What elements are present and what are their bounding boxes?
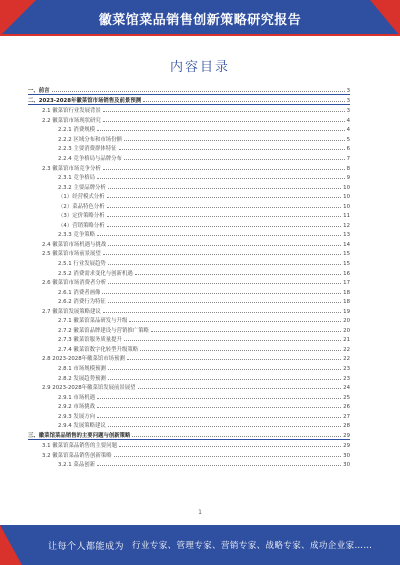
toc-leader-dots [140, 350, 341, 351]
page-number: 1 [198, 509, 202, 516]
toc-entry[interactable] [28, 219, 350, 229]
toc-entry-page: 3 [346, 108, 350, 115]
toc-entry[interactable] [28, 143, 350, 153]
toc-leader-dots [108, 264, 341, 265]
toc-leader-dots [135, 274, 341, 275]
toc-leader-dots [97, 235, 341, 236]
footer-red-accent [0, 525, 22, 565]
toc-entry-title: 2.2.3 主要消费群体特征 [58, 146, 117, 153]
toc-entry-title: 三、徽菜馆菜品销售的主要问题与创新策略 [28, 432, 131, 439]
toc-entry-title: 3.2.1 菜品创新 [58, 462, 95, 469]
toc-leader-dots [107, 207, 342, 208]
toc-entry-title: 2.2.4 竞争格局与品牌分布 [58, 155, 122, 162]
toc-entry-page: 20 [343, 318, 350, 325]
toc-entry-page: 17 [343, 280, 350, 287]
toc-entry-title: 2.6.2 消费行为特征 [58, 299, 106, 306]
toc-leader-dots [108, 302, 341, 303]
toc-entry-page: 6 [346, 146, 350, 153]
toc-leader-dots [107, 216, 342, 217]
toc-entry[interactable] [28, 267, 350, 277]
toc-leader-dots [129, 321, 341, 322]
toc-entry-page: 30 [343, 452, 350, 459]
toc-leader-dots [107, 226, 342, 227]
toc-entry[interactable] [28, 324, 350, 334]
toc-entry-page: 12 [343, 222, 350, 229]
report-title: 徽菜馆菜品销售创新策略研究报告 [98, 13, 302, 28]
toc-entry[interactable] [28, 286, 350, 296]
toc-entry[interactable] [28, 238, 350, 248]
toc-entry-title: （1）经营模式分析 [58, 194, 105, 201]
toc-leader-dots [124, 340, 341, 341]
toc-entry[interactable] [28, 391, 350, 401]
toc-entry[interactable] [28, 440, 350, 450]
toc-entry-title: 2.3 徽菜馆市场竞争分析 [42, 165, 101, 172]
toc-entry[interactable] [28, 296, 350, 306]
toc-entry-title: 2.6 徽菜馆市场消费者分析 [42, 280, 107, 287]
toc-entry-page: 26 [343, 404, 350, 411]
banner-red-stripe [0, 34, 400, 36]
toc-entry-page: 4 [346, 127, 350, 134]
toc-leader-dots [132, 436, 341, 437]
toc-entry[interactable] [28, 334, 350, 344]
toc-entry-page: 16 [343, 270, 350, 277]
toc-entry-title: 2.2.2 区域分布和市场份额 [58, 136, 122, 143]
toc-entry-page: 18 [343, 289, 350, 296]
toc-leader-dots [103, 312, 341, 313]
toc-leader-dots [102, 293, 341, 294]
toc-entry-page: 3 [346, 97, 350, 104]
footer-slogan: 让每个人都能成为 [48, 542, 125, 552]
toc-entry-page: 9 [346, 175, 350, 182]
toc-entry-title: 3.2 徽菜馆菜品销售创新策略 [42, 452, 112, 459]
toc-leader-dots [103, 169, 345, 170]
toc-entry[interactable] [28, 420, 350, 430]
toc-entry-title: 2.9.4 发展策略建议 [58, 423, 106, 430]
toc-leader-dots [103, 254, 341, 255]
toc-entry-title: 2.6.1 消费者画像 [58, 289, 101, 296]
toc-entry-page: 22 [343, 356, 350, 363]
toc-entry-page: 11 [343, 213, 350, 220]
toc-entry-title: 2.2.1 消费规模 [58, 127, 95, 134]
toc-entry-title: 2.8.2 发展趋势预测 [58, 375, 106, 382]
toc-entry-page: 4 [346, 117, 350, 124]
toc-heading: 内容目录 [169, 60, 230, 75]
toc-leader-dots [114, 456, 342, 457]
toc-entry-title: 2.4 徽菜馆市场机遇与挑战 [42, 241, 107, 248]
toc-leader-dots [108, 379, 341, 380]
toc-entry-title: 2.7.4 徽菜馆数字化转型升级策略 [58, 346, 139, 353]
toc-entry-page: 21 [343, 337, 350, 344]
toc-leader-dots [119, 446, 341, 447]
toc-entry[interactable] [28, 449, 350, 459]
toc-leader-dots [97, 398, 341, 399]
toc-entry-page: 23 [343, 366, 350, 372]
toc-entry-page: 20 [343, 327, 350, 334]
toc-leader-dots [124, 140, 345, 141]
toc-entry-title: 2.9 2023-2028年徽菜馆发展前景展望 [42, 385, 136, 392]
toc-entry[interactable] [28, 105, 350, 115]
toc-entry-page: 18 [343, 299, 350, 306]
toc-entry[interactable] [28, 353, 350, 363]
toc-entry-title: 2.2 徽菜馆市场现状研究 [42, 117, 101, 124]
toc-entry-title: 2.7.1 徽菜馆菜品研发与升级 [58, 318, 128, 325]
toc-leader-dots [108, 369, 341, 370]
toc-entry-page: 8 [346, 165, 350, 172]
toc-leader-dots [97, 178, 345, 179]
toc-leader-dots [124, 159, 345, 160]
toc-entry-title: 二、2023-2028年徽菜馆市场销售及前景预测 [28, 97, 142, 104]
toc-entry[interactable] [28, 343, 350, 353]
toc-entry-title: 2.3.1 竞争格局 [58, 175, 95, 182]
toc-entry[interactable] [28, 162, 350, 172]
toc-entry-title: 2.5.2 消费需求变化与创新机遇 [58, 270, 133, 277]
toc-entry-page: 24 [343, 385, 350, 392]
toc-entry-title: 2.9.2 市场挑战 [58, 404, 95, 411]
toc-entry-page: 5 [346, 136, 350, 143]
toc-entry-title: 2.7.2 徽菜馆品牌建设与营销推广策略 [58, 327, 149, 334]
toc-entry-page: 14 [343, 241, 350, 248]
toc-entry-title: 2.3.3 竞争策略 [58, 232, 95, 239]
toc-entry-title: 2.7.3 徽菜馆服务质量提升 [58, 337, 122, 344]
toc-entry-page: 30 [343, 462, 350, 469]
toc-entry-page: 10 [343, 194, 350, 201]
toc-entry-page: 23 [343, 375, 350, 382]
toc-entry-page: 28 [343, 423, 350, 430]
toc-entry[interactable] [28, 114, 350, 124]
toc-leader-dots [103, 121, 345, 122]
toc-entry[interactable] [28, 248, 350, 258]
toc-entry-title: 2.5 徽菜馆市场前景展望 [42, 251, 101, 258]
toc-leader-dots [108, 426, 341, 427]
toc-entry[interactable] [28, 362, 350, 372]
toc-leader-dots [127, 359, 341, 360]
toc-leader-dots [107, 197, 342, 198]
toc-leader-dots [97, 130, 345, 131]
toc-entry-title: （2）菜品特色分析 [58, 203, 105, 210]
toc-entry-title: （3）定价策略分析 [58, 213, 105, 220]
toc-entry[interactable] [28, 210, 350, 220]
toc-entry-page: 29 [343, 443, 350, 450]
footer-roles: 行业专家、管理专家、营销专家、战略专家、成功企业家…… [132, 541, 373, 551]
toc-entry[interactable] [28, 429, 350, 439]
toc-entry[interactable] [28, 94, 350, 104]
toc-entry[interactable] [28, 277, 350, 287]
toc-entry-page: 3 [346, 87, 350, 94]
toc-leader-dots [97, 417, 341, 418]
toc-entry-page: 15 [343, 251, 350, 258]
toc-entry-title: 一、前言 [28, 87, 50, 94]
toc-entry[interactable] [28, 315, 350, 325]
toc-entry[interactable] [28, 133, 350, 143]
toc-entry-page: 10 [343, 203, 350, 210]
toc-leader-dots [138, 388, 342, 389]
toc-entry[interactable] [28, 152, 350, 162]
toc-entry[interactable] [28, 200, 350, 210]
toc-entry-title: 3.1 徽菜馆菜品销售的主要问题 [42, 443, 117, 450]
toc-entry[interactable] [28, 191, 350, 201]
toc-entry[interactable] [28, 410, 350, 420]
table-of-contents [28, 84, 350, 468]
toc-leader-dots [97, 465, 341, 466]
toc-leader-dots [119, 149, 345, 150]
toc-entry[interactable] [28, 229, 350, 239]
toc-entry-title: （4）营销策略分析 [58, 222, 105, 229]
toc-entry[interactable] [28, 181, 350, 191]
toc-leader-dots [108, 245, 341, 246]
toc-entry-page: 25 [343, 394, 350, 401]
toc-entry-page: 7 [346, 155, 350, 162]
toc-leader-dots [97, 407, 341, 408]
toc-leader-dots [52, 91, 345, 92]
toc-entry[interactable] [28, 382, 350, 392]
toc-entry[interactable] [28, 257, 350, 267]
toc-leader-dots [108, 188, 341, 189]
toc-entry[interactable] [28, 172, 350, 182]
toc-entry-page: 10 [343, 184, 350, 191]
toc-leader-dots [103, 111, 345, 112]
toc-entry-title: 2.9.3 发展方向 [58, 413, 95, 420]
toc-entry[interactable] [28, 372, 350, 382]
toc-entry-title: 2.7 徽菜馆发展策略建议 [42, 308, 101, 315]
toc-entry-title: 2.8.1 市场规模预测 [58, 366, 106, 372]
toc-entry-page: 27 [343, 413, 350, 420]
toc-entry-title: 2.3.2 主要品牌分析 [58, 184, 106, 191]
toc-entry-title: 2.8 2023-2028年徽菜馆市场预测 [42, 356, 125, 363]
toc-entry[interactable] [28, 305, 350, 315]
toc-leader-dots [143, 101, 344, 102]
toc-leader-dots [108, 283, 341, 284]
toc-entry-page: 13 [343, 232, 350, 239]
toc-entry-page: 15 [343, 260, 350, 267]
toc-entry[interactable] [28, 84, 350, 94]
toc-entry-page: 29 [343, 432, 350, 439]
toc-entry-page: 19 [343, 308, 350, 315]
footer-banner [0, 525, 400, 565]
toc-leader-dots [151, 331, 341, 332]
toc-entry[interactable] [28, 459, 350, 469]
toc-entry-page: 22 [343, 346, 350, 353]
header-banner [0, 0, 400, 36]
toc-entry[interactable] [28, 124, 350, 134]
toc-entry-title: 2.5.1 行业发展趋势 [58, 260, 106, 267]
toc-entry-title: 2.9.1 市场机遇 [58, 394, 95, 401]
toc-entry-title: 2.1 徽菜馆行业发展背景 [42, 108, 101, 115]
toc-entry[interactable] [28, 401, 350, 411]
